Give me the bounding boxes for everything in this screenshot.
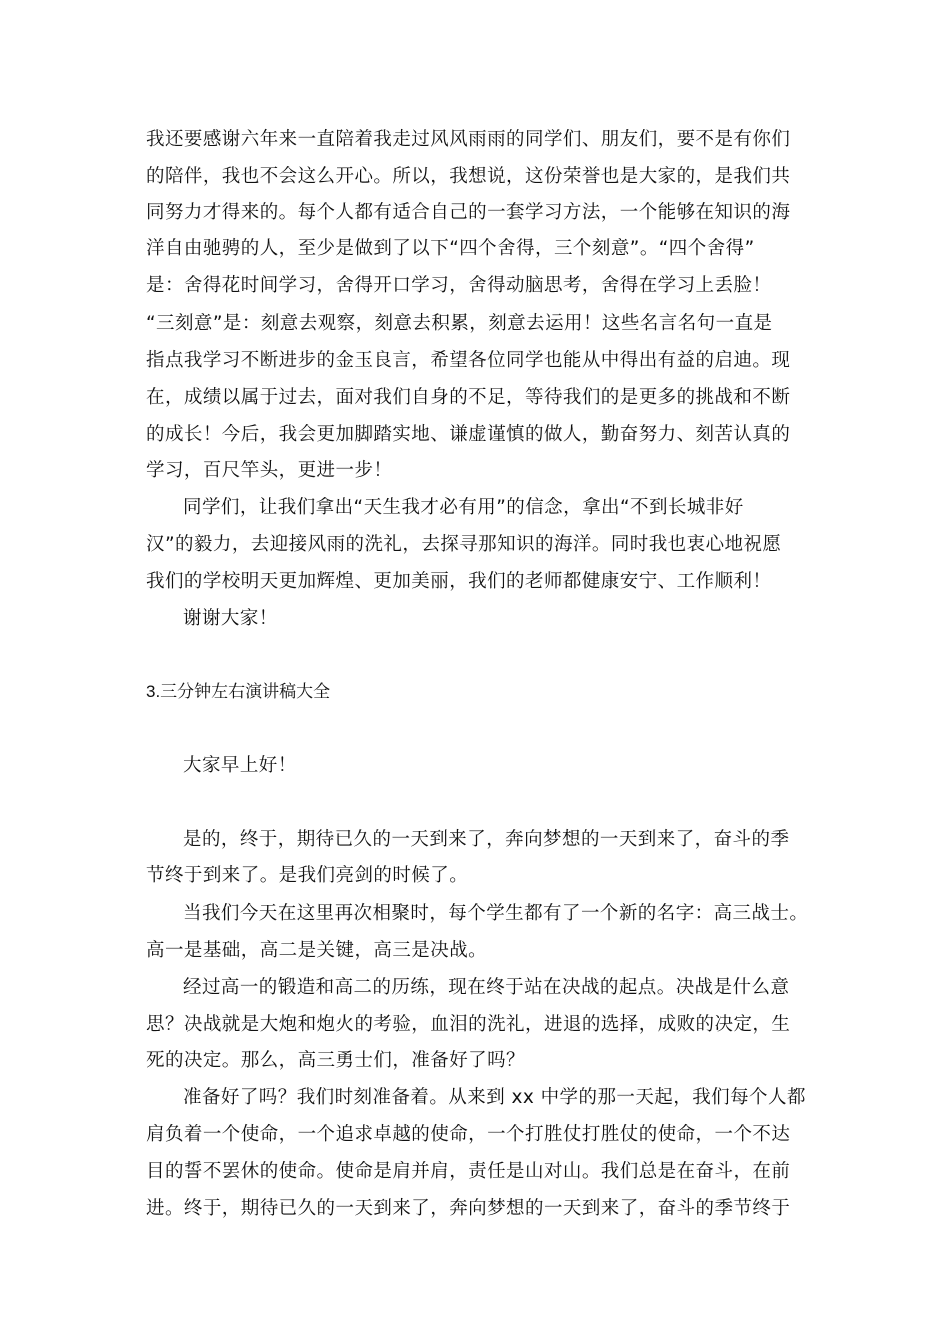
paragraph-line: 汉”的毅力，去迎接风雨的洗礼，去探寻那知识的海洋。同时我也衷心地祝愿 <box>146 534 782 555</box>
paragraph-line: 在，成绩以属于过去，面对我们自身的不足，等待我们的是更多的挑战和不断 <box>146 387 791 408</box>
paragraph-line: “三刻意”是：刻意去观察，刻意去积累，刻意去运用！这些名言名句一直是 <box>146 313 773 334</box>
paragraph-line: 当我们今天在这里再次相聚时，每个学生都有了一个新的名字：高三战士。 <box>183 903 809 924</box>
section-heading: 3.三分钟左右演讲稿大全 <box>146 682 331 701</box>
greeting: 大家早上好！ <box>183 755 297 776</box>
paragraph-line: 是的，终于，期待已久的一天到来了，奔向梦想的一天到来了，奋斗的季 <box>183 829 790 850</box>
paragraph-line: 思？决战就是大炮和炮火的考验，血泪的洗礼，进退的选择，成败的决定，生 <box>146 1014 791 1035</box>
paragraph-line: 肩负着一个使命，一个追求卓越的使命，一个打胜仗打胜仗的使命，一个不达 <box>146 1124 791 1145</box>
paragraph-line: 的陪伴，我也不会这么开心。所以，我想说，这份荣誉也是大家的，是我们共 <box>146 166 791 187</box>
paragraph-line: 指点我学习不断进步的金玉良言，希望各位同学也能从中得出有益的启迪。现 <box>146 350 791 371</box>
paragraph-line: 同学们，让我们拿出“天生我才必有用”的信念，拿出“不到长城非好 <box>183 497 744 518</box>
paragraph-line: 进。终于，期待已久的一天到来了，奔向梦想的一天到来了，奋斗的季节终于 <box>146 1198 791 1219</box>
paragraph-line: 目的誓不罢休的使命。使命是肩并肩，责任是山对山。我们总是在奋斗，在前 <box>146 1161 791 1182</box>
paragraph-line: 经过高一的锻造和高二的历练，现在终于站在决战的起点。决战是什么意 <box>183 977 790 998</box>
paragraph-line: 的成长！今后，我会更加脚踏实地、谦虚谨慎的做人，勤奋努力、刻苦认真的 <box>146 424 791 445</box>
paragraph-line: 我们的学校明天更加辉煌、更加美丽，我们的老师都健康安宁、工作顺利！ <box>146 571 772 592</box>
paragraph-line: 洋自由驰骋的人，至少是做到了以下“四个舍得，三个刻意”。“四个舍得” <box>146 238 755 259</box>
paragraph-line: 学习，百尺竿头，更进一步！ <box>146 460 393 481</box>
paragraph-line: 我还要感谢六年来一直陪着我走过风风雨雨的同学们、朋友们，要不是有你们 <box>146 129 791 150</box>
paragraph-line: 是：舍得花时间学习，舍得开口学习，舍得动脑思考，舍得在学习上丢脸！ <box>146 275 772 296</box>
paragraph-line: 节终于到来了。是我们亮剑的时候了。 <box>146 865 469 886</box>
closing-thanks: 谢谢大家！ <box>183 608 278 629</box>
paragraph-line: 准备好了吗？我们时刻准备着。从来到 xx 中学的那一天起，我们每个人都 <box>183 1087 806 1108</box>
paragraph-line: 高一是基础，高二是关键，高三是决战。 <box>146 940 488 961</box>
paragraph-line: 同努力才得来的。每个人都有适合自己的一套学习方法，一个能够在知识的海 <box>146 202 791 223</box>
paragraph-line: 死的决定。那么，高三勇士们，准备好了吗？ <box>146 1050 526 1071</box>
